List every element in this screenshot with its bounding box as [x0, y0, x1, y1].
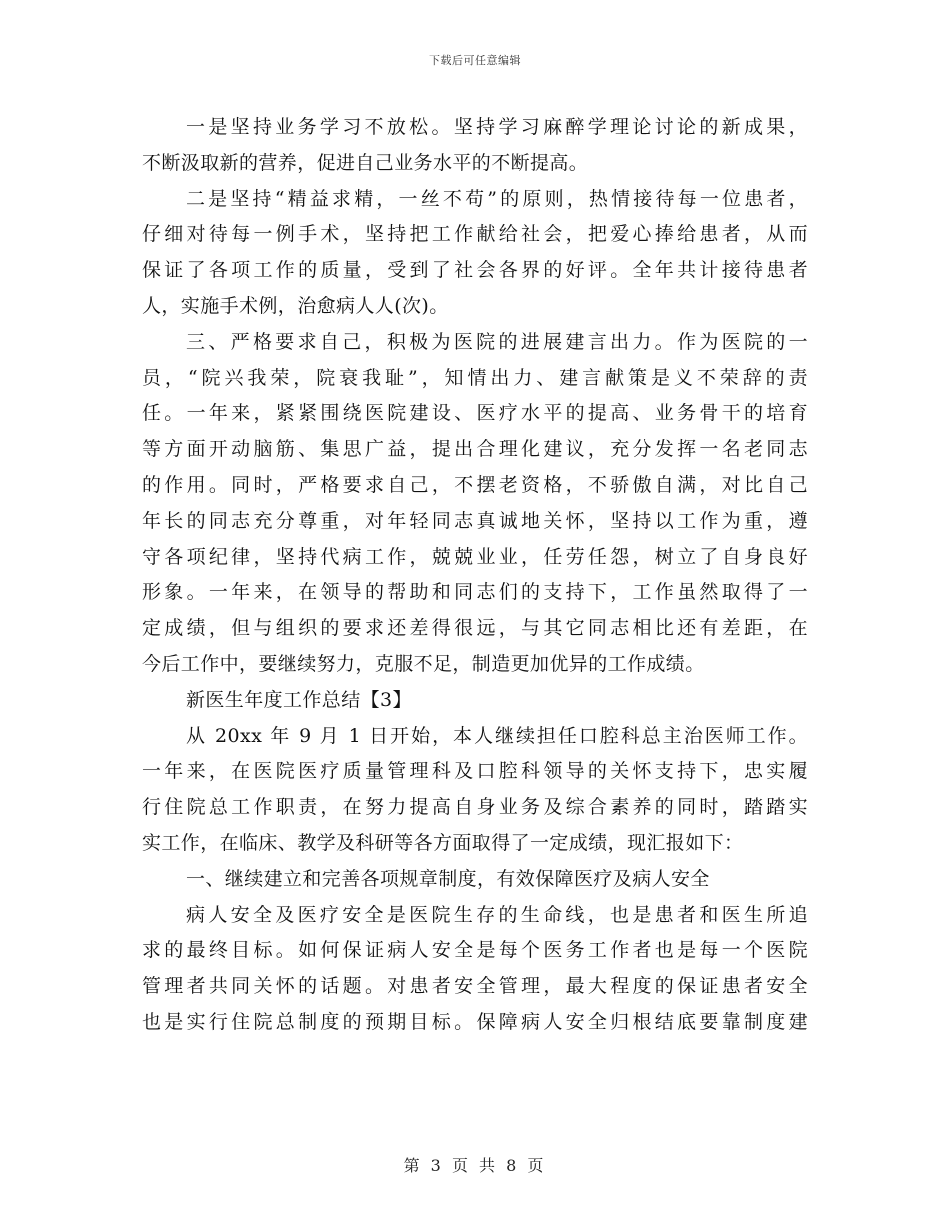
paragraph-line: 行住院总工作职责，在努力提高自身业务及综合素养的同时，踏踏实	[142, 796, 808, 819]
paragraph-line: 二是坚持“精益求精，一丝不苟”的原则，热情接待每一位患者，	[186, 187, 808, 210]
paragraph-line: 形象。一年来，在领导的帮助和同志们的支持下，工作虽然取得了一	[142, 581, 808, 604]
paragraph-line: 管理者共同关怀的话题。对患者安全管理，最大程度的保证患者安全	[142, 975, 808, 998]
paragraph-line: 从 20xx 年 9 月 1 日开始，本人继续担任口腔科总主治医师工作。	[186, 724, 808, 747]
paragraph-line: 病人安全及医疗安全是医院生存的生命线，也是患者和医生所追	[186, 903, 808, 926]
paragraph-line: 不断汲取新的营养，促进自己业务水平的不断提高。	[142, 151, 589, 174]
paragraph-line: 保证了各项工作的质量，受到了社会各界的好评。全年共计接待患者	[142, 259, 808, 282]
paragraph-line: 等方面开动脑筋、集思广益，提出合理化建议，充分发挥一名老同志	[142, 438, 808, 461]
paragraph-line: 也是实行住院总制度的预期目标。保障病人安全归根结底要靠制度建	[142, 1010, 808, 1033]
paragraph-line: 守各项纪律，坚持代病工作，兢兢业业，任劳任怨，树立了自身良好	[142, 545, 808, 568]
paragraph-line: 三、严格要求自己，积极为医院的进展建言出力。作为医院的一	[186, 330, 808, 353]
paragraph-line: 人，实施手术例，治愈病人人(次)。	[142, 294, 449, 317]
section-heading: 新医生年度工作总结【3】	[186, 688, 412, 711]
paragraph-line: 一年来，在医院医疗质量管理科及口腔科领导的关怀支持下，忠实履	[142, 760, 808, 783]
paragraph-line: 一是坚持业务学习不放松。坚持学习麻醉学理论讨论的新成果，	[186, 116, 808, 138]
paragraph-line: 任。一年来，紧紧围绕医院建设、医疗水平的提高、业务骨干的培育	[142, 402, 808, 425]
paragraph-line: 实工作，在临床、教学及科研等各方面取得了一定成绩，现汇报如下：	[142, 831, 744, 854]
paragraph-line: 求的最终目标。如何保证病人安全是每个医务工作者也是每一个医院	[142, 939, 808, 962]
paragraph-line: 仔细对待每一例手术，坚持把工作献给社会，把爱心捧给患者，从而	[142, 223, 808, 246]
paragraph-line: 定成绩，但与组织的要求还差得很远，与其它同志相比还有差距，在	[142, 617, 808, 640]
paragraph-line: 年长的同志充分尊重，对年轻同志真诚地关怀，坚持以工作为重，遵	[142, 509, 808, 532]
subsection-heading: 一、继续建立和完善各项规章制度，有效保障医疗及病人安全	[186, 867, 710, 890]
paragraph-line: 的作用。同时，严格要求自己，不摆老资格，不骄傲自满，对比自己	[142, 473, 808, 496]
paragraph-line: 员，“院兴我荣，院衰我耻”，知情出力、建言献策是义不荣辞的责	[142, 366, 808, 389]
page-header-note: 下载后可任意编辑	[429, 54, 521, 67]
paragraph-line: 今后工作中，要继续努力，克服不足，制造更加优异的工作成绩。	[142, 652, 705, 675]
page-number-footer: 第 3 页 共 8 页	[403, 1156, 547, 1175]
document-body	[142, 110, 808, 1041]
